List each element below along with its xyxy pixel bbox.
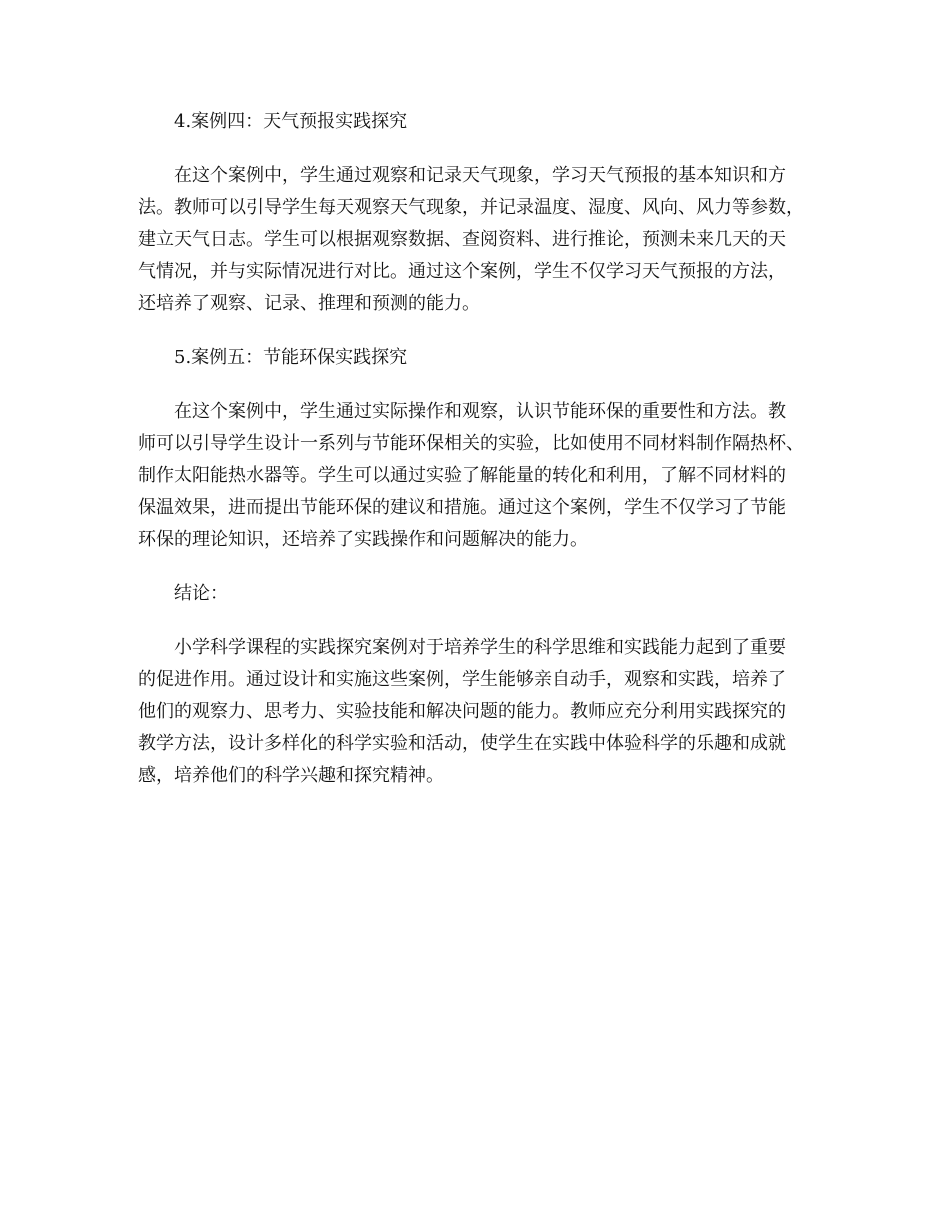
text-line: 的促进作用。通过设计和实施这些案例，学生能够亲自动手，观察和实践，培养了 — [138, 669, 786, 690]
text-line: 制作太阳能热水器等。学生可以通过实验了解能量的转化和利用，了解不同材料的 — [138, 465, 786, 486]
text-line: 气情况，并与实际情况进行对比。通过这个案例，学生不仅学习天气预报的方法， — [138, 261, 786, 282]
text-line: 教学方法，设计多样化的科学实验和活动，使学生在实践中体验科学的乐趣和成就 — [138, 733, 786, 754]
text-line: 保温效果，进而提出节能环保的建议和措施。通过这个案例，学生不仅学习了节能 — [138, 497, 786, 518]
paragraph-conclusion — [138, 632, 818, 792]
text-line: 在这个案例中，学生通过观察和记录天气现象，学习天气预报的基本知识和方 — [174, 165, 786, 186]
text-line: 小学科学课程的实践探究案例对于培养学生的科学思维和实践能力起到了重要 — [174, 637, 786, 658]
section-heading-case-5: 5.案例五：节能环保实践探究 — [174, 347, 408, 368]
paragraph-case-4 — [138, 160, 818, 320]
section-heading-conclusion: 结论： — [174, 583, 228, 604]
text-line: 师可以引导学生设计一系列与节能环保相关的实验，比如使用不同材料制作隔热杯、 — [138, 433, 804, 454]
text-line: 建立天气日志。学生可以根据观察数据、查阅资料、进行推论，预测未来几天的天 — [138, 229, 786, 250]
text-line: 在这个案例中，学生通过实际操作和观察，认识节能环保的重要性和方法。教 — [174, 401, 786, 422]
text-line: 环保的理论知识，还培养了实践操作和问题解决的能力。 — [138, 529, 588, 550]
text-line: 他们的观察力、思考力、实验技能和解决问题的能力。教师应充分利用实践探究的 — [138, 701, 786, 722]
text-line: 还培养了观察、记录、推理和预测的能力。 — [138, 293, 480, 314]
text-line: 感，培养他们的科学兴趣和探究精神。 — [138, 765, 444, 786]
section-heading-case-4: 4.案例四：天气预报实践探究 — [174, 111, 408, 132]
text-line: 法。教师可以引导学生每天观察天气现象，并记录温度、湿度、风向、风力等参数， — [138, 197, 804, 218]
paragraph-case-5 — [138, 396, 818, 556]
document-page — [138, 106, 818, 814]
